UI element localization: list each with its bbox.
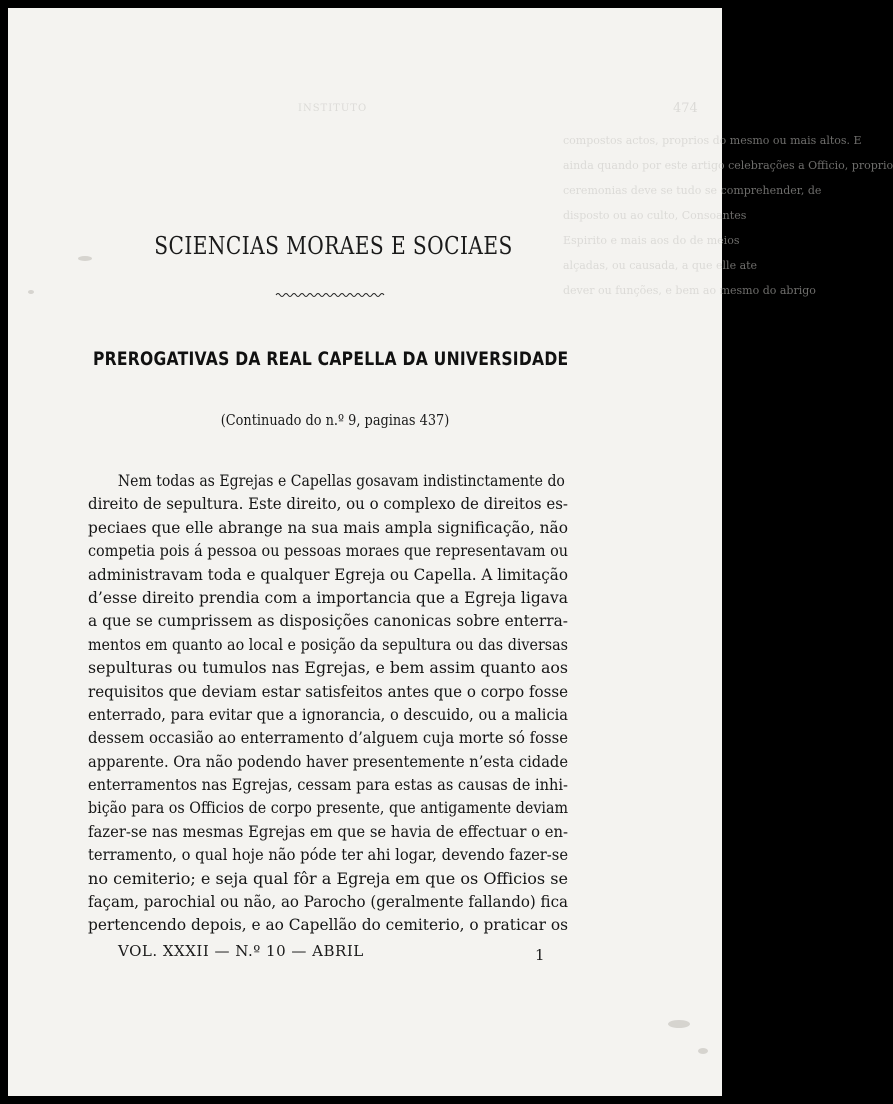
continuation-note: (Continuado do n.º 9, paginas 437) xyxy=(220,411,450,429)
bleed-through-line: ainda quando por este artigo celebrações a Officio, proprio xyxy=(563,159,893,172)
bleed-through-line: compostos actos, proprios do mesmo ou mais altos. E xyxy=(563,134,862,147)
bleed-through-line: disposto ou ao culto, Consoantes xyxy=(563,209,747,222)
body-line: competia pois á pessoa ou pessoas moraes que representavam ou xyxy=(88,542,569,561)
paper-speck xyxy=(28,290,34,294)
body-line: dessem occasião ao enterramento d’alguem cuja morte só fosse xyxy=(88,729,568,748)
bleed-through-header: INSTITUTO xyxy=(298,103,368,114)
wavy-rule-ornament xyxy=(276,291,384,299)
body-line: direito de sepultura. Este direito, ou o complexo de direitos es- xyxy=(88,495,568,514)
body-line: fazer-se nas mesmas Egrejas em que se havia de effectuar o en- xyxy=(88,822,568,841)
body-line: administravam toda e qualquer Egreja ou Capella. A limitação xyxy=(88,565,568,584)
volume-footer: VOL. XXXII — N.º 10 — ABRIL xyxy=(118,942,364,960)
body-line: sepulturas ou tumulos nas Egrejas, e bem assim quanto aos xyxy=(88,659,569,678)
body-line: façam, parochial ou não, ao Parocho (geralmente fallando) fica xyxy=(88,893,568,912)
body-text xyxy=(88,470,568,938)
bleed-through-line: dever ou funções, e bem ao mesmo do abrigo xyxy=(563,284,816,297)
article-title: PREROGATIVAS DA REAL CAPELLA DA UNIVERSIDADE xyxy=(92,348,569,370)
signature-folio: 1 xyxy=(535,946,545,964)
body-line: bição para os Officios de corpo presente, que antigamente deviam xyxy=(88,799,568,818)
body-line: enterramentos nas Egrejas, cessam para estas as causas de inhi- xyxy=(88,776,568,795)
bleed-through-line: Espirito e mais aos do de meios xyxy=(563,234,740,247)
body-line: no cemiterio; e seja qual fôr a Egreja em que os Officios se xyxy=(88,869,569,888)
body-line: peciaes que elle abrange na sua mais ampla significação, não xyxy=(88,518,568,537)
bleed-through-line: alçadas, ou causada, a que elle ate xyxy=(563,259,758,272)
body-line: pertencendo depois, e ao Capellão do cemiterio, o praticar os xyxy=(88,916,568,935)
body-line: d’esse direito prendia com a importancia que a Egreja ligava xyxy=(88,588,569,607)
body-line: apparente. Ora não podendo haver presentemente n’esta cidade xyxy=(88,752,568,771)
body-line: Nem todas as Egrejas e Capellas gosavam indistinctamente do xyxy=(117,472,565,490)
paper-speck xyxy=(668,1020,690,1028)
body-line: a que se cumprissem as disposições canonicas sobre enterra- xyxy=(88,612,568,631)
bleed-through-page-number: 474 xyxy=(673,101,698,116)
body-line: enterrado, para evitar que a ignorancia, o descuido, ou a malicia xyxy=(88,705,568,724)
paper-speck xyxy=(698,1048,708,1054)
bleed-through-line: ceremonias deve se tudo se comprehender, de xyxy=(563,184,822,197)
body-line: mentos em quanto ao local e posição da sepultura ou das diversas xyxy=(88,635,569,654)
document-page xyxy=(8,8,893,1096)
body-line: terramento, o qual hoje não póde ter ahi logar, devendo fazer-se xyxy=(88,846,569,865)
body-line: requisitos que deviam estar satisfeitos antes que o corpo fosse xyxy=(88,682,569,701)
bleed-through-text xyxy=(563,128,893,303)
section-title: SCIENCIAS MORAES E SOCIAES xyxy=(154,232,513,260)
